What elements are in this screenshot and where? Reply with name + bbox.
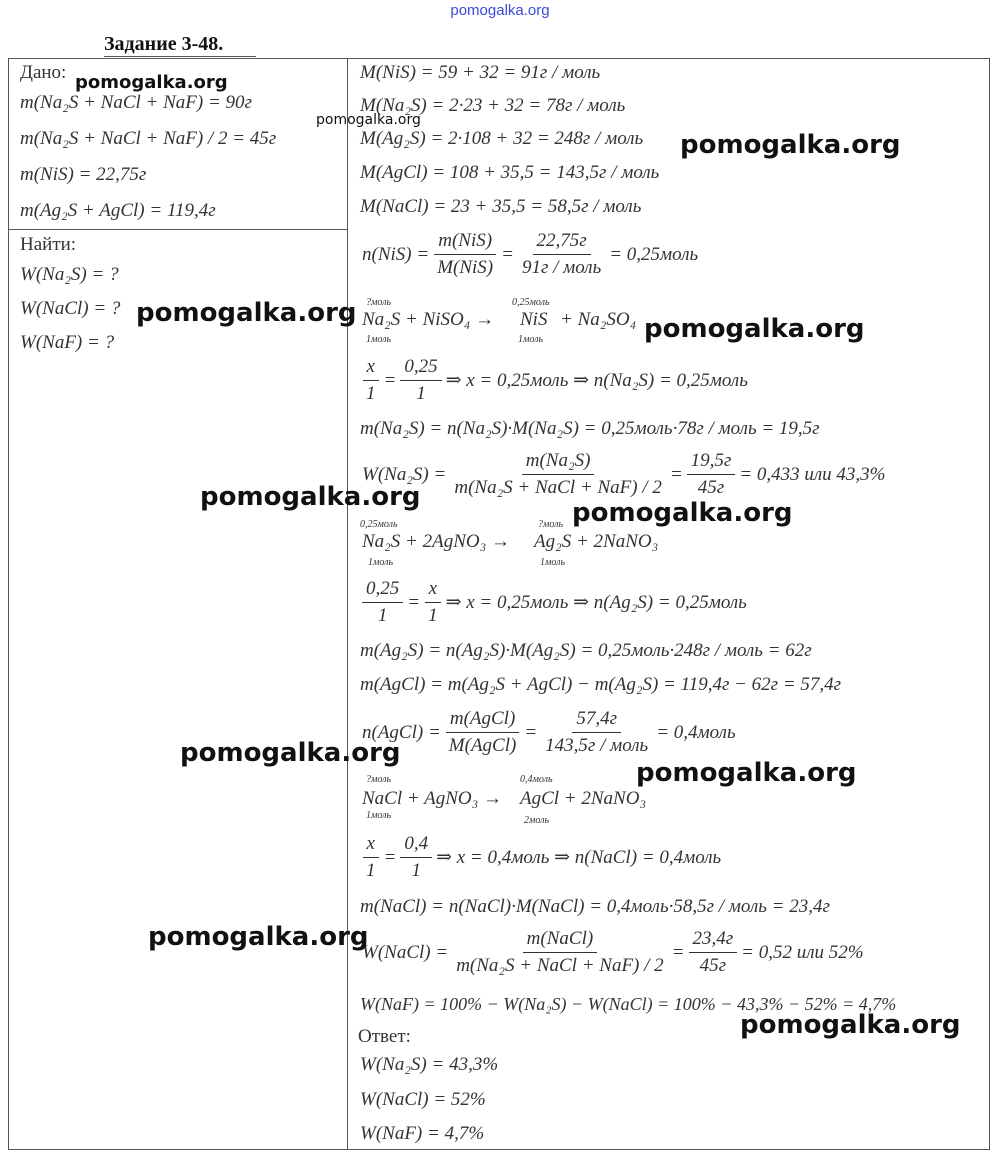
watermark-text: pomogalka.org [572, 498, 793, 528]
formula-m-nacl: m(NaCl) = n(NaCl)·M(NaCl) = 0,4моль·58,5г / моль = 23,4г [360, 896, 830, 917]
molar-mass-line: M(NiS) = 59 + 32 = 91г / моль [360, 62, 601, 83]
answer-line: W(NaF) = 4,7% [360, 1123, 485, 1144]
proportion-2: $\frac{0,25}{1}$ = $\frac{x}{1}$ ⇒ x = 0,25моль ⇒ n(Ag₂S) = 0,25моль [360, 578, 749, 627]
fraction-numerator: m(Na₂S) [522, 450, 595, 475]
molar-mass-line: M(NaCl) = 23 + 35,5 = 58,5г / моль [360, 196, 642, 217]
fraction-numerator: m(NiS) [434, 230, 496, 255]
reaction-equation: NaCl + AgNO₃ → [362, 788, 502, 809]
reaction-annotation: 0,4моль [520, 774, 553, 785]
reaction-product: + Na₂SO₄ [560, 309, 637, 330]
fraction-numerator: 0,25 [400, 356, 441, 381]
find-line: W(NaCl) = ? [20, 298, 121, 319]
watermark-text: pomogalka.org [636, 758, 857, 788]
reaction-annotation: 0,25моль [360, 519, 398, 530]
fraction-denominator: 1 [411, 860, 421, 881]
formula-result: ⇒ x = 0,25моль ⇒ n(Na₂S) = 0,25моль [445, 370, 748, 391]
fraction-denominator: M(NiS) [437, 257, 494, 278]
fraction-denominator: m(Na₂S + NaCl + NaF) / 2 [454, 477, 662, 498]
formula-lhs: n(AgCl) = [362, 721, 441, 743]
formula-n-nis: n(NiS) = $\frac{\text{m(NiS)}}{\text{M(NiS)}}$ = $\frac{22,75г}{\text{91г / моль}}$ = 0,25моль [362, 230, 699, 278]
formula-n-agcl: n(AgCl) = $\frac{\text{m(AgCl)}}{\text{M(AgCl)}}$ = $\frac{57,4г}{\text{143,5г / моль}}$ = 0,4моль [362, 708, 736, 756]
formula-result: ⇒ x = 0,25моль ⇒ n(Ag₂S) = 0,25моль [445, 592, 747, 613]
fraction-numerator: 22,75г [533, 230, 591, 255]
reaction-equation: Na₂S + NiSO₄ → [362, 309, 495, 330]
fraction-denominator: 1 [366, 383, 376, 404]
answer-line: W(Na₂S) = 43,3% [360, 1054, 499, 1075]
reaction-equation: Na₂S + 2AgNO₃ → [362, 531, 510, 552]
title-underline [104, 56, 256, 57]
fraction-denominator: 45г [699, 955, 727, 976]
fraction-denominator: M(AgCl) [448, 735, 517, 756]
fraction-numerator: x [425, 578, 441, 603]
given-find-divider [8, 229, 348, 230]
given-label: Дано: [20, 62, 67, 83]
fraction-numerator: 0,4 [400, 833, 432, 858]
given-line: m(Ag₂S + AgCl) = 119,4г [20, 200, 216, 221]
site-header-link[interactable]: pomogalka.org [450, 2, 550, 19]
fraction-denominator: 1 [366, 860, 376, 881]
reaction-product: Ag₂S + 2NaNO₃ [534, 531, 659, 552]
reaction-product: NiS [520, 309, 548, 330]
proportion-3: $\frac{x}{1}$ = $\frac{0,4}{1}$ ⇒ x = 0,4моль ⇒ n(NaCl) = 0,4моль [360, 833, 723, 882]
watermark-text: pomogalka.org [316, 112, 421, 128]
reaction-annotation: ?моль [366, 774, 392, 785]
watermark-text: pomogalka.org [148, 922, 369, 952]
formula-lhs: n(NiS) = [362, 243, 430, 265]
watermark-text: pomogalka.org [644, 314, 865, 344]
molar-mass-line: M(AgCl) = 108 + 35,5 = 143,5г / моль [360, 162, 660, 183]
reaction-product: AgCl + 2NaNO₃ [520, 788, 647, 809]
molar-mass-line: M(Na₂S) = 2·23 + 32 = 78г / моль [360, 95, 626, 116]
fraction-denominator: 91г / моль [521, 257, 602, 278]
reaction-annotation: ?моль [538, 519, 564, 530]
formula-result: = 0,4моль [656, 721, 736, 743]
fraction-numerator: m(AgCl) [446, 708, 519, 733]
fraction-numerator: 57,4г [572, 708, 621, 733]
watermark-text: pomogalka.org [180, 738, 401, 768]
given-line: m(Na₂S + NaCl + NaF) = 90г [20, 92, 252, 113]
fraction-denominator: 1 [377, 605, 388, 626]
watermark-text: pomogalka.org [740, 1010, 961, 1040]
fraction-denominator: m(Na₂S + NaCl + NaF) / 2 [456, 955, 664, 976]
reaction-annotation: ?моль [366, 297, 392, 308]
fraction-denominator: 45г [697, 477, 725, 498]
watermark-text: pomogalka.org [680, 130, 901, 160]
reaction-annotation: 2моль [524, 815, 550, 826]
watermark-text: pomogalka.org [75, 72, 228, 93]
fraction-numerator: 23,4г [689, 928, 738, 953]
proportion-1: $\frac{x}{1}$ = $\frac{0,25}{1}$ ⇒ x = 0,25моль ⇒ n(Na₂S) = 0,25моль [360, 356, 750, 405]
watermark-text: pomogalka.org [136, 298, 357, 328]
given-line: m(NiS) = 22,75г [20, 164, 147, 185]
reaction-annotation: 1моль [366, 810, 392, 821]
formula-result: = 0,25моль [609, 243, 699, 265]
reaction-annotation: 1моль [368, 557, 394, 568]
formula-result: ⇒ x = 0,4моль ⇒ n(NaCl) = 0,4моль [436, 847, 722, 868]
formula-lhs: W(Na₂S) = [362, 463, 447, 485]
column-divider [347, 58, 348, 1150]
fraction-numerator: m(NaCl) [523, 928, 598, 953]
given-line: m(Na₂S + NaCl + NaF) / 2 = 45г [20, 128, 277, 149]
fraction-numerator: 19,5г [687, 450, 736, 475]
fraction-denominator: 1 [416, 383, 426, 404]
formula-m-na2s: m(Na₂S) = n(Na₂S)·M(Na₂S) = 0,25моль·78г / моль = 19,5г [360, 418, 820, 439]
formula-result: = 0,52 или 52% [741, 941, 864, 963]
reaction-annotation: 0,25моль [512, 297, 550, 308]
formula-w-na2s: W(Na₂S) = $\frac{\text{m(Na₂S)}}{\text{m(Na₂S + NaCl + NaF) / 2}}$ = $\frac{19,5г}{45г}$ = 0,433 или 43,3% [362, 450, 886, 498]
formula-m-agcl: m(AgCl) = m(Ag₂S + AgCl) − m(Ag₂S) = 119,4г − 62г = 57,4г [360, 674, 842, 695]
molar-mass-line: M(Ag₂S) = 2·108 + 32 = 248г / моль [360, 128, 644, 149]
find-line: W(Na₂S) = ? [20, 264, 119, 285]
find-line: W(NaF) = ? [20, 332, 115, 353]
formula-result: = 0,433 или 43,3% [739, 463, 886, 485]
fraction-denominator: 143,5г / моль [545, 735, 649, 756]
fraction-numerator: x [363, 356, 379, 381]
watermark-text: pomogalka.org [200, 482, 421, 512]
answer-line: W(NaCl) = 52% [360, 1089, 486, 1110]
reaction-annotation: 1моль [366, 334, 392, 345]
answer-label: Ответ: [358, 1026, 411, 1047]
formula-m-ag2s: m(Ag₂S) = n(Ag₂S)·M(Ag₂S) = 0,25моль·248г / моль = 62г [360, 640, 812, 661]
formula-lhs: W(NaCl) = [362, 941, 449, 963]
formula-w-nacl: W(NaCl) = $\frac{\text{m(NaCl)}}{\text{m(Na₂S + NaCl + NaF) / 2}}$ = $\frac{23,4г}{45г}$ = 0,52 или 52% [362, 928, 864, 976]
fraction-numerator: 0,25 [362, 578, 403, 603]
reaction-annotation: 1моль [540, 557, 566, 568]
task-title: Задание 3-48. [104, 33, 224, 55]
fraction-denominator: 1 [428, 605, 438, 626]
fraction-numerator: x [363, 833, 379, 858]
find-label: Найти: [20, 234, 77, 255]
formula-w-naf: W(NaF) = 100% − W(Na₂S) − W(NaCl) = 100% − 43,3% − 52% = 4,7% [360, 994, 897, 1014]
reaction-annotation: 1моль [518, 334, 544, 345]
